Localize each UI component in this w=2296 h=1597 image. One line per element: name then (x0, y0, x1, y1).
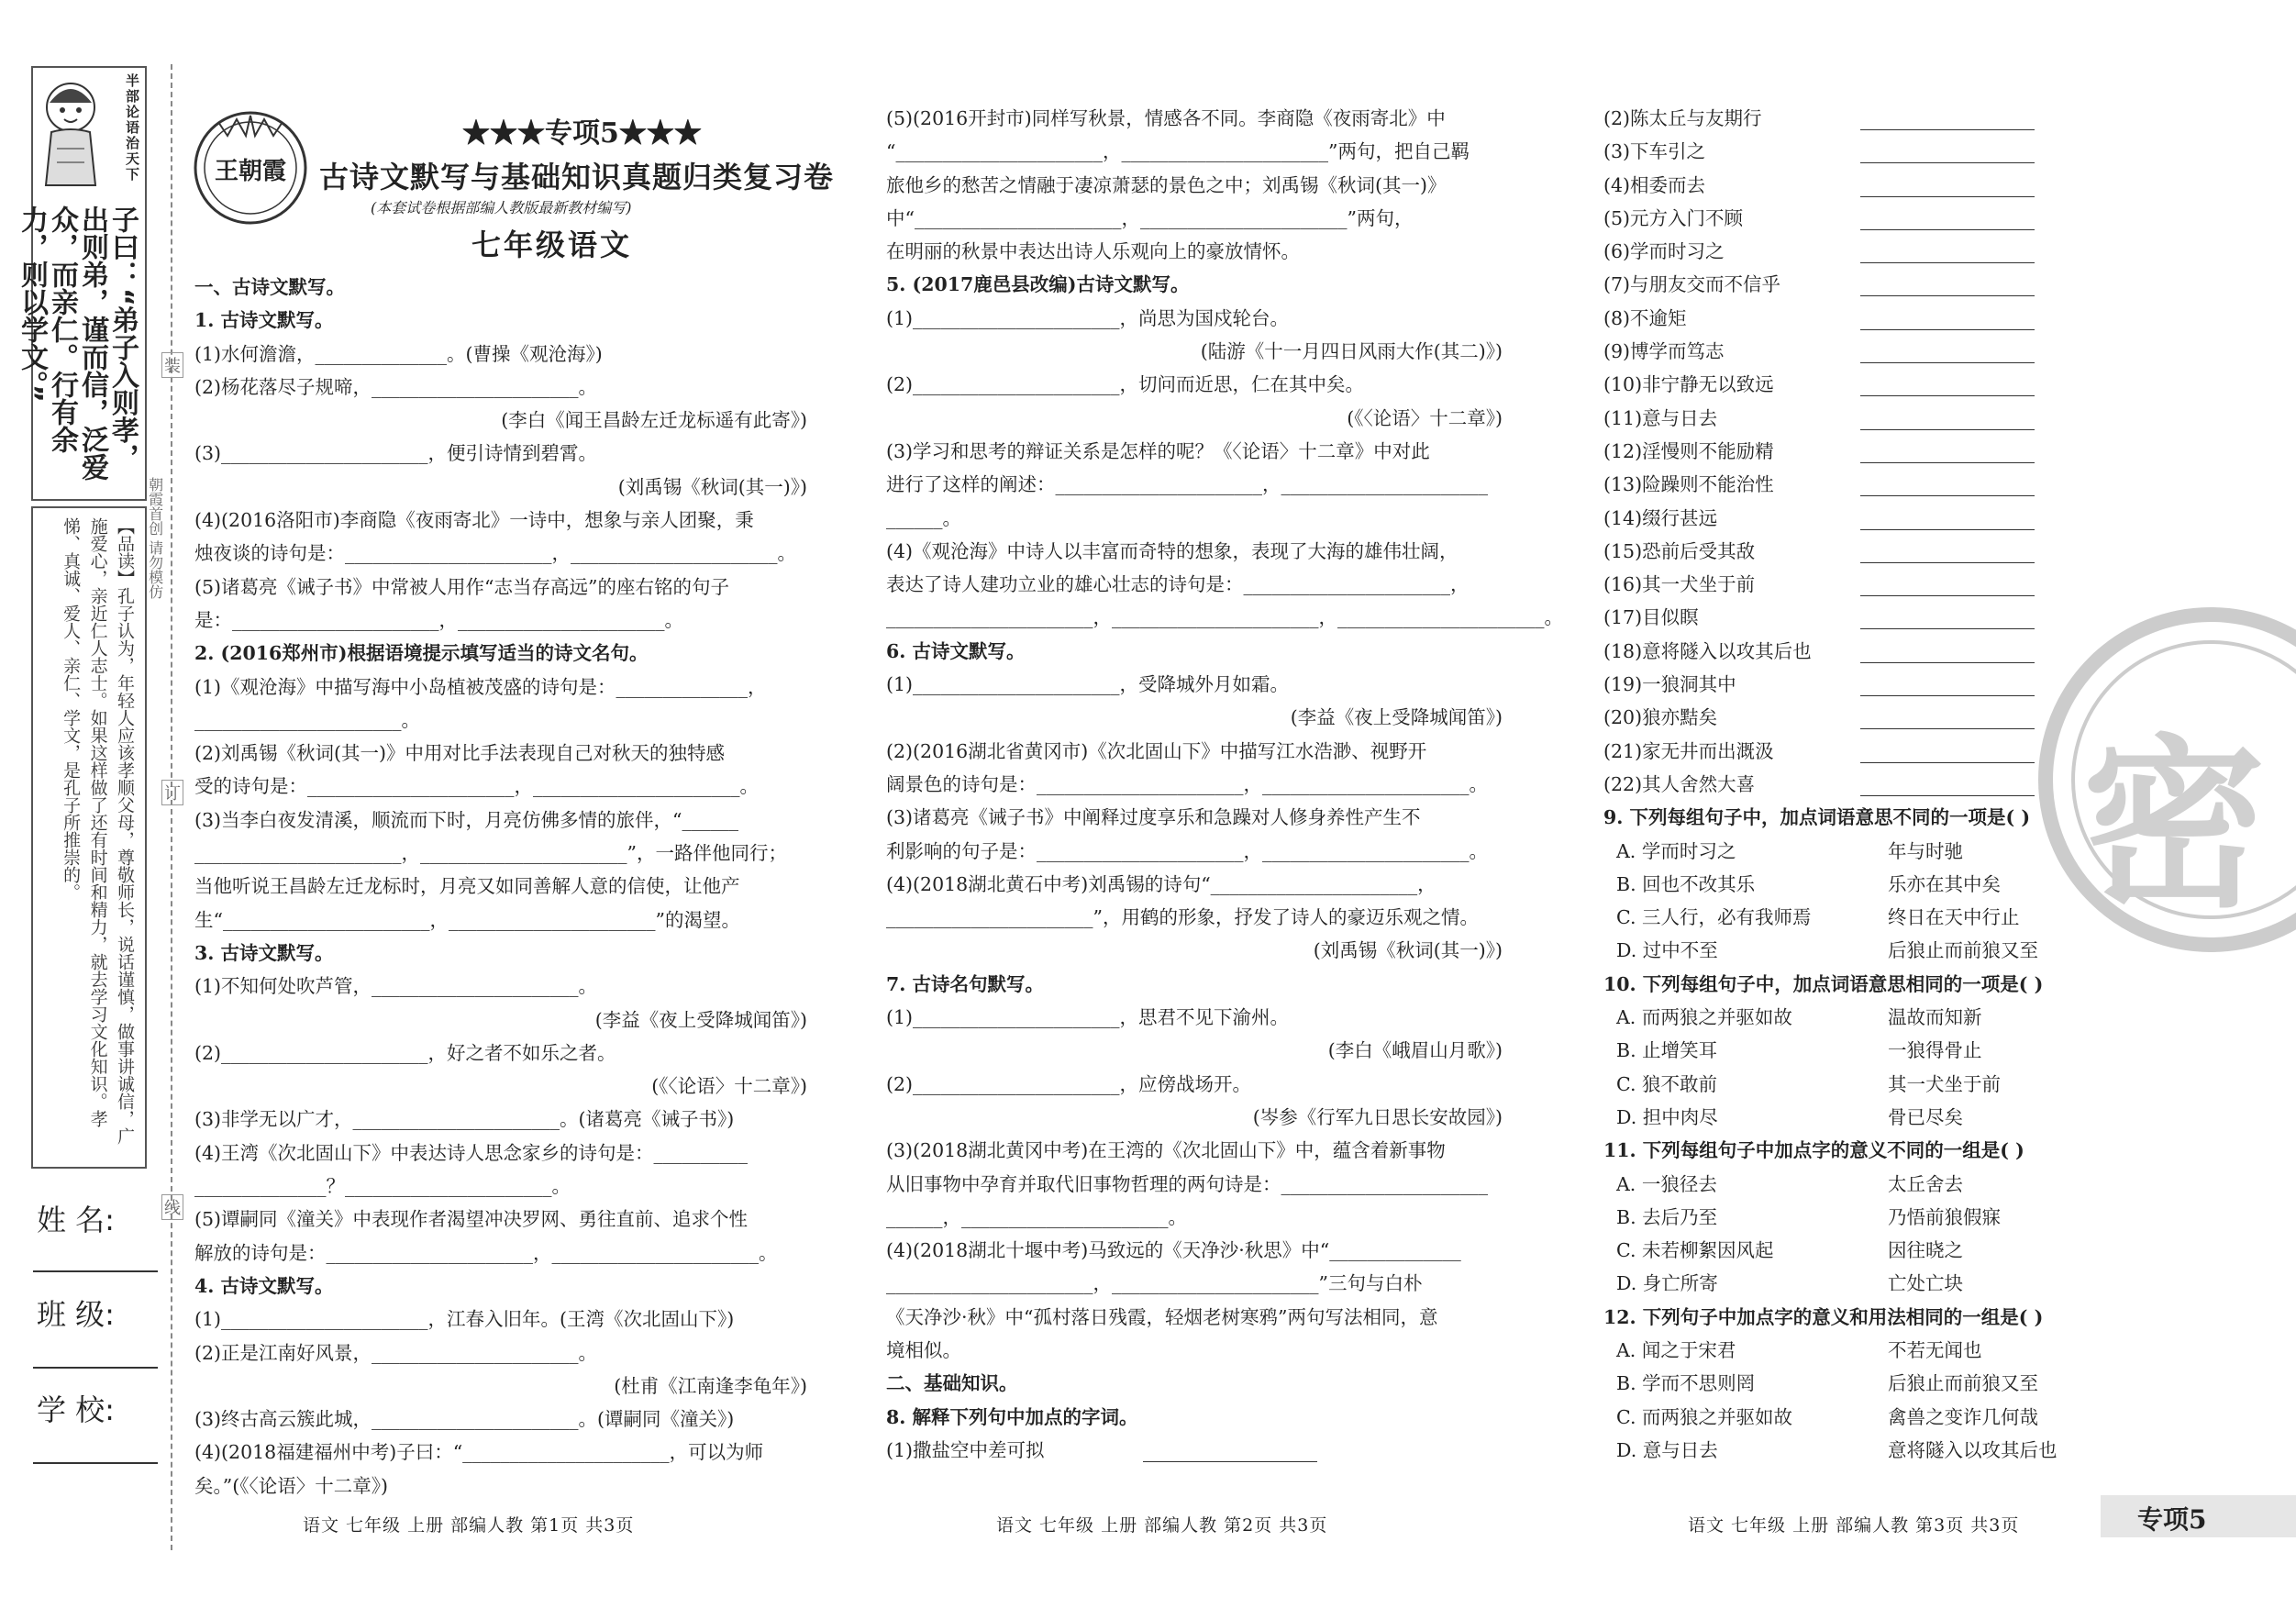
column-3 (1603, 102, 2099, 1467)
motto-box (16, 66, 147, 501)
col2-line: (3)诸葛亮《诫子书》中阐释过度享乐和急躁对人修身养性产生不 (886, 806, 1421, 829)
mcq-option[interactable] (1603, 901, 2099, 934)
vocab-item (1603, 502, 2099, 535)
col2-line: (4)(2018湖北黄石中考)刘禹锡的诗句“______________________， (886, 872, 1436, 895)
col1-line: (3)非学无以广才，______________________。(诸葛亮《诫子书》) (194, 1108, 735, 1131)
col2-line: 利影响的句子是：______________________，______________________。 (886, 839, 1488, 862)
col1-line: 4. 古诗文默写。 (194, 1274, 334, 1297)
vocab-item-text: (20)狼亦黠矣 (1603, 706, 1718, 729)
answer-blank[interactable] (1860, 140, 2035, 163)
mcq-question: 10. 下列每组句子中，加点词语意思相同的一项是( ) (1603, 972, 2044, 995)
col1-line: (刘禹锡《秋词(其一)》) (617, 475, 807, 498)
answer-blank[interactable] (1860, 107, 2035, 130)
vocab-item (1603, 568, 2099, 601)
col2-line: ______________________，______________________”三句与白朴 (886, 1272, 1423, 1295)
col2-line: (3)(2018湖北黄冈中考)在王湾的《次北固山下》中，蕴含着新事物 (886, 1139, 1446, 1162)
answer-blank[interactable] (1860, 740, 2035, 763)
commentary-box (31, 506, 147, 1169)
col2-line: (2)______________________，切问而近思，仁在其中矣。 (886, 373, 1365, 396)
mcq-question: 9. 下列每组句子中，加点词语意思不同的一项是( ) (1603, 806, 2031, 829)
vocab-item (1603, 368, 2099, 401)
mcq-option-left: A. 一狼径去 (1616, 1172, 1717, 1195)
mcq-option[interactable] (1603, 1101, 2099, 1134)
mcq-question: 12. 下列句子中加点字的意义和用法相同的一组是( ) (1603, 1305, 2044, 1328)
col2-line: ______，______________________。 (886, 1205, 1187, 1228)
col2-line: (李益《夜上受降城闻笛》) (1290, 706, 1503, 729)
mcq-option-left: D. 身亡所寄 (1616, 1272, 1718, 1295)
answer-blank[interactable] (1860, 673, 2035, 696)
col1-line: ______________？______________________。 (194, 1175, 571, 1198)
vocab-item (1603, 435, 2099, 468)
answer-blank[interactable] (1860, 606, 2035, 629)
vocab-item-text: (18)意将隧入以攻其后也 (1603, 639, 1812, 662)
col1-line: (5)诸葛亮《诫子书》中常被人用作“志当存高远”的座右铭的句子 (194, 575, 729, 598)
confucius-quote: 子曰：“弟子入则孝，出则弟，谨而信，泛爱众，而亲仁。行有余力，则以学文。” (16, 205, 139, 481)
col2-line: (李白《峨眉山月歌》) (1327, 1039, 1503, 1062)
mcq-option[interactable] (1603, 1267, 2099, 1300)
vocab-item (1603, 635, 2099, 668)
col1-line: 一、古诗文默写。 (194, 276, 345, 298)
mcq-option[interactable] (1603, 1001, 2099, 1034)
col2-line: (3)学习和思考的辩证关系是怎样的呢？《〈论语〉十二章》中对此 (886, 439, 1430, 462)
col1-line: (4)(2016洛阳市)李商隐《夜雨寄北》一诗中，想象与亲人团聚，秉 (194, 509, 754, 532)
mcq-option-right: 后狼止而前狼又至 (1888, 1372, 2038, 1395)
col2-line: (5)(2016开封市)同样写秋景，情感各不同。李商隐《夜雨寄北》中 (886, 107, 1446, 129)
vocab-item-text: (13)险躁则不能治性 (1603, 473, 1774, 496)
col1-line: (5)谭嗣同《潼关》中表现作者渴望冲决罗网、勇往直前、追求个性 (194, 1208, 749, 1231)
col1-line: (4)王湾《次北固山下》中表达诗人思念家乡的诗句是：__________ (194, 1141, 749, 1164)
binding-line (171, 64, 172, 1550)
vocab-item-text: (8)不逾矩 (1603, 306, 1687, 329)
vocab-item (1603, 535, 2099, 568)
mcq-option-right: 后狼止而前狼又至 (1888, 939, 2038, 962)
col1-line: 3. 古诗文默写。 (194, 941, 334, 964)
col1-line: 烛夜谈的诗句是：______________________，______________________。 (194, 542, 796, 565)
vocab-item (1603, 102, 2099, 135)
answer-blank[interactable] (1860, 507, 2035, 530)
mcq-option-left: B. 去后乃至 (1616, 1205, 1718, 1228)
col2-line: 表达了诗人建功立业的雄心壮志的诗句是：______________________， (886, 573, 1470, 596)
vocab-item-text: (12)淫慢则不能励精 (1603, 439, 1774, 462)
col2-line: (4)《观沧海》中诗人以丰富而奇特的想象，表现了大海的雄伟壮阔， (886, 539, 1459, 562)
vocab-item-text: (5)元方入门不顾 (1603, 206, 1744, 229)
column-2 (886, 102, 1563, 1467)
col1-line: (杜甫《江南逢李龟年》) (614, 1374, 807, 1397)
mcq-option-left: B. 止增笑耳 (1616, 1039, 1718, 1062)
footer-page-2: 语文 七年级 上册 部编人教 第2页 共3页 (996, 1515, 1328, 1536)
col2-line: ______。 (886, 506, 961, 529)
class-label: 班 级: (37, 1297, 115, 1332)
footer-page-3: 语文 七年级 上册 部编人教 第3页 共3页 (1688, 1515, 2020, 1536)
col1-line: (1)不知何处吹芦管，______________________。 (194, 975, 598, 998)
col2-line: 8. 解释下列句中加点的字词。 (886, 1405, 1138, 1428)
mcq-option-right: 乐亦在其中矣 (1888, 872, 2001, 895)
mcq-option-left: A. 学而时习之 (1616, 839, 1736, 862)
mcq-option-left: D. 担中肉尽 (1616, 1105, 1718, 1128)
col1-line: (2)杨花落尽子规啼，______________________。 (194, 375, 598, 398)
col2-line: (2)(2016湖北省黄冈市)《次北固山下》中描写江水浩渺、视野开 (886, 739, 1427, 762)
mcq-option-right: 乃悟前狼假寐 (1888, 1205, 2001, 1228)
vocab-item (1603, 468, 2099, 501)
secret-seal-icon (2027, 596, 2296, 963)
vocab-item-text: (6)学而时习之 (1603, 240, 1725, 263)
vocab-item (1603, 735, 2099, 768)
col2-line: 在明丽的秋景中表达出诗人乐观向上的豪放情怀。 (886, 240, 1300, 263)
answer-blank[interactable] (1860, 407, 2035, 430)
watermark-char: 密 (2082, 719, 2267, 933)
col2-line: (1)______________________，受降城外月如霜。 (886, 673, 1290, 696)
vocab-item-text: (2)陈太丘与友期行 (1603, 107, 1762, 129)
vocab-item (1603, 135, 2099, 168)
col1-line: (1)______________________，江春入旧年。(王湾《次北固山下》) (194, 1308, 735, 1331)
vocab-item (1603, 402, 2099, 435)
col2-line: (刘禹锡《秋词(其一)》) (1313, 939, 1503, 962)
brand-name: 王朝霞 (214, 158, 286, 185)
col2-line: 二、基础知识。 (886, 1372, 1018, 1395)
mcq-option[interactable] (1603, 835, 2099, 868)
mcq-option-left: C. 而两狼之并驱如故 (1616, 1405, 1792, 1428)
answer-blank[interactable] (1860, 174, 2035, 197)
col2-line: 中“______________________，______________________”两句， (886, 206, 1414, 229)
mcq-option[interactable] (1603, 934, 2099, 967)
col1-line: (3)______________________，便引诗情到碧霄。 (194, 442, 598, 465)
vocab-item (1603, 601, 2099, 634)
col1-line: 当他听说王昌龄左迁龙标时，月亮又如同善解人意的信使，让他产 (194, 875, 740, 898)
series-label: ★★★专项5★★★ (462, 117, 702, 150)
vocab-item (1603, 668, 2099, 701)
col1-line: 2. (2016郑州市)根据语境提示填写适当的诗文名句。 (194, 642, 649, 665)
vocab-item-text: (15)恐前后受其敌 (1603, 539, 1756, 562)
vocab-item-text: (16)其一犬坐于前 (1603, 573, 1756, 596)
name-field[interactable] (33, 1270, 158, 1272)
vocab-item-text: (3)下车引之 (1603, 140, 1706, 163)
paper-subtitle: (本套试卷根据部编人教版最新教材编写) (371, 199, 632, 216)
mcq-option[interactable] (1603, 1068, 2099, 1101)
column-1 (194, 271, 807, 1503)
mcq-option-right: 终日在天中行止 (1888, 906, 2020, 929)
col2-line: “______________________，______________________”两句，把自己羁 (886, 140, 1470, 163)
col1-line: (3)终古高云簇此城，______________________。(谭嗣同《潼关》) (194, 1408, 735, 1431)
bind-mark-1: 装 (161, 352, 183, 378)
vocab-item (1603, 202, 2099, 235)
answer-blank[interactable] (1860, 307, 2035, 330)
col2-line: (4)(2018湖北十堰中考)马致远的《天净沙·秋思》中“______________ (886, 1239, 1461, 1262)
mcq-option-right: 骨已尽矣 (1888, 1105, 1963, 1128)
col2-line: ______________________”，用鹤的形象，抒发了诗人的豪迈乐观之情。 (886, 906, 1479, 929)
col1-line: (3)当李白夜发清溪，顺流而下时，月亮仿佛多情的旅伴，“______ (194, 808, 739, 831)
col1-line: (李益《夜上受降城闻笛》) (594, 1008, 807, 1031)
answer-blank[interactable] (1860, 373, 2035, 396)
col2-line: (1)______________________，尚思为国戍轮台。 (886, 306, 1290, 329)
mcq-option-left: B. 回也不改其乐 (1616, 872, 1756, 895)
bind-mark-3: 线 (161, 1194, 183, 1220)
footer-badge (2101, 1495, 2296, 1537)
class-field[interactable] (33, 1367, 158, 1369)
brand-logo (191, 108, 310, 227)
mcq-option-right: 因往晓之 (1888, 1239, 1963, 1262)
answer-blank[interactable] (1860, 540, 2035, 563)
mcq-option-left: B. 学而不思则罔 (1616, 1372, 1756, 1395)
school-field[interactable] (33, 1462, 158, 1464)
col2-line: 5. (2017鹿邑县改编)古诗文默写。 (886, 273, 1190, 296)
answer-blank[interactable] (1860, 273, 2035, 296)
mcq-option[interactable] (1603, 1234, 2099, 1267)
vocab-item-text: (21)家无井而出溉汲 (1603, 739, 1774, 762)
mcq-option-right: 亡处亡块 (1888, 1272, 1963, 1295)
col2-line: 7. 古诗名句默写。 (886, 972, 1045, 995)
mcq-option-right: 意将隧入以攻其后也 (1888, 1438, 2058, 1461)
col1-line: (1)《观沧海》中描写海中小岛植被茂盛的诗句是：______________， (194, 675, 767, 698)
footer-badge-text: 专项5 (2137, 1504, 2207, 1535)
answer-blank[interactable] (1860, 340, 2035, 363)
mcq-option-right: 温故而知新 (1888, 1006, 1982, 1029)
paper-title: 古诗文默写与基础知识真题归类复习卷 (319, 160, 835, 194)
answer-blank[interactable] (1860, 240, 2035, 263)
vocab-item (1603, 235, 2099, 268)
col2-line: 从旧事物中孕育并取代旧事物哲理的两句诗是：______________________ (886, 1172, 1488, 1195)
footer-page-1: 语文 七年级 上册 部编人教 第1页 共3页 (303, 1515, 635, 1536)
vocab-item-text: (14)缀行甚远 (1603, 506, 1718, 529)
col1-line: 1. 古诗文默写。 (194, 309, 334, 332)
mcq-option-right: 太丘舍去 (1888, 1172, 1963, 1195)
vocab-item-text: (4)相委而去 (1603, 173, 1706, 196)
answer-blank[interactable] (1860, 207, 2035, 230)
col1-line: 生“______________________，______________________”的渴望。 (194, 908, 740, 931)
col1-line: (《〈论语〉十二章》) (651, 1075, 807, 1098)
mcq-option-left: C. 三人行，必有我师焉 (1616, 906, 1812, 929)
col2-line: 旅他乡的愁苦之情融于凄凉萧瑟的景色之中；刘禹锡《秋词(其一)》 (886, 173, 1447, 196)
col1-line: (2)刘禹锡《秋词(其一)》中用对比手法表现自己对秋天的独特感 (194, 742, 726, 765)
mcq-option[interactable] (1603, 1034, 2099, 1067)
col1-line: 解放的诗句是：______________________，______________________。 (194, 1241, 778, 1264)
col1-line: (2)______________________，好之者不如乐之者。 (194, 1041, 616, 1064)
col2-line: 进行了这样的阐述：______________________，______________________ (886, 473, 1488, 496)
vocab-item (1603, 169, 2099, 202)
copyright-note: 朝霞首创 请勿模仿 (146, 477, 164, 600)
col1-line: (2)正是江南好风景，______________________。 (194, 1341, 598, 1364)
vocab-item (1603, 268, 2099, 301)
answer-blank[interactable] (1860, 440, 2035, 463)
mcq-option-right: 其一犬坐于前 (1888, 1072, 2001, 1095)
mcq-option[interactable] (1603, 1367, 2099, 1400)
mcq-option-left: D. 意与日去 (1616, 1438, 1718, 1461)
commentary-text: 【品读】孔子认为，年轻人应该孝顺父母，尊敬师长，说话谨慎，做事讲诚信，广施爱心，亲近仁人志士。如果这样做了还有时间和精力，就去学习文化知识。孝悌、真诚、爱人、亲仁、学文，是孔子所推崇的。 (61, 517, 135, 1145)
col1-line: ______________________，______________________”，一路伴他同行； (194, 842, 787, 865)
school-label: 学 校: (37, 1392, 115, 1427)
col1-line: 受的诗句是：______________________，______________________。 (194, 775, 759, 798)
col2-line: 境相似。 (886, 1338, 961, 1361)
mcq-option-left: C. 未若柳絮因风起 (1616, 1239, 1774, 1262)
answer-blank[interactable] (1143, 1439, 1317, 1462)
answer-blank[interactable] (1860, 573, 2035, 596)
name-label: 姓 名: (37, 1203, 115, 1237)
mcq-option-left: A. 而两狼之并驱如故 (1616, 1006, 1792, 1029)
vocab-item-text: (11)意与日去 (1603, 406, 1718, 429)
mcq-option-left: C. 狼不敢前 (1616, 1072, 1717, 1095)
col2-line: 6. 古诗文默写。 (886, 639, 1026, 662)
grade-title: 七年级语文 (471, 227, 633, 262)
vocab-item-text: (17)目似瞑 (1603, 606, 1699, 629)
answer-blank[interactable] (1860, 706, 2035, 729)
col2-line: (陆游《十一月四日风雨大作(其二)》) (1200, 340, 1503, 363)
col1-line: (1)水何澹澹，______________。(曹操《观沧海》) (194, 342, 603, 365)
mcq-option[interactable] (1603, 1201, 2099, 1234)
col2-line: (1)撒盐空中差可拟 (886, 1438, 1045, 1461)
vocab-item-text: (22)其人舍然大喜 (1603, 772, 1756, 795)
answer-blank[interactable] (1860, 640, 2035, 663)
mascot-icon (39, 75, 103, 194)
answer-blank[interactable] (1860, 773, 2035, 796)
mcq-option-right: 一狼得骨止 (1888, 1039, 1982, 1062)
col2-line: 阔景色的诗句是：______________________，______________________。 (886, 772, 1488, 795)
vocab-item-text: (9)博学而笃志 (1603, 340, 1725, 363)
mcq-option-right: 不若无闻也 (1888, 1338, 1982, 1361)
col1-line: (李白《闻王昌龄左迁龙标遥有此寄》) (501, 409, 807, 432)
mcq-option-right: 禽兽之变诈几何哉 (1888, 1405, 2038, 1428)
mcq-option[interactable] (1603, 1334, 2099, 1367)
mcq-option-left: A. 闻之于宋君 (1616, 1338, 1736, 1361)
answer-blank[interactable] (1860, 473, 2035, 496)
bind-mark-2: 订 (161, 780, 183, 805)
col2-line: (岑参《行军九日思长安故园》) (1252, 1105, 1503, 1128)
vocab-item (1603, 701, 2099, 734)
col1-line: (4)(2018福建福州中考)子曰：“______________________，可以为师 (194, 1441, 764, 1464)
mcq-option[interactable] (1603, 1168, 2099, 1201)
col1-line: 矣。”(《〈论语〉十二章》) (194, 1474, 388, 1497)
vocab-item (1603, 768, 2099, 801)
col2-line: (2)______________________，应傍战场开。 (886, 1072, 1252, 1095)
mcq-option-left: D. 过中不至 (1616, 939, 1718, 962)
mcq-question: 11. 下列每组句子中加点字的意义不同的一组是( ) (1603, 1139, 2024, 1162)
col1-line: 是：______________________，______________________。 (194, 608, 683, 631)
mcq-option[interactable] (1603, 1434, 2099, 1467)
col2-line: 《天净沙·秋》中“孤村落日残霞，轻烟老树寒鸦”两句写法相同，意 (886, 1305, 1438, 1328)
col1-line: ______________________。 (194, 708, 420, 731)
vocab-item-text: (7)与朋友交而不信乎 (1603, 273, 1781, 296)
mcq-option[interactable] (1603, 868, 2099, 901)
vocab-item (1603, 302, 2099, 335)
col2-line: ______________________，______________________，______________________。 (886, 606, 1563, 629)
vocab-item (1603, 335, 2099, 368)
col2-line: (《〈论语〉十二章》) (1347, 406, 1503, 429)
vocab-item-text: (19)一狼洞其中 (1603, 673, 1736, 696)
mcq-option-right: 年与时驰 (1888, 839, 1963, 862)
mcq-option[interactable] (1603, 1401, 2099, 1434)
motto-badge: 半部论语治天下 (124, 73, 140, 183)
col2-line: (1)______________________，思君不见下渝州。 (886, 1006, 1290, 1029)
vocab-item-text: (10)非宁静无以致远 (1603, 373, 1774, 396)
